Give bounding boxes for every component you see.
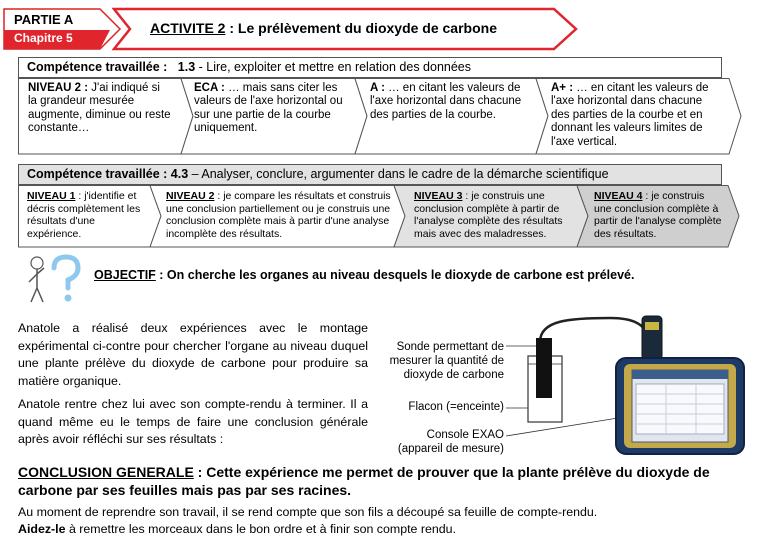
level-name: NIVEAU 2 <box>166 190 215 202</box>
level-text: : j'identifie et décris complètement les résultats d'une expérience. <box>27 190 141 240</box>
level-name: NIVEAU 2 : <box>28 82 89 94</box>
level-name: NIVEAU 3 <box>414 190 463 202</box>
probe-label: Sonde permettant de mesurer la quantité de dioxyde de carbone <box>389 341 504 381</box>
competence2-level-2 <box>160 188 400 242</box>
level-text: … en citant les valeurs de l'axe horizontal dans chacune des parties de la courbe et en donnant les valeurs limites de l'axe vertical. <box>551 82 709 148</box>
level-name: A+ : <box>551 82 574 94</box>
aide-rest: à remettre les morceaux dans le bon ordre et à finir son compte rendu. <box>65 522 457 536</box>
chapitre-label: Chapitre 5 <box>14 31 73 45</box>
conclusion <box>18 463 746 499</box>
page-title <box>150 20 497 36</box>
footer-line-2 <box>18 521 748 538</box>
footer-line-1: Au moment de reprendre son travail, il se rend compte que son fils a découpé sa feuille de compte-rendu. <box>18 505 598 519</box>
competence1-level-1 <box>20 80 180 138</box>
activity-label: ACTIVITE 2 <box>150 20 226 36</box>
competence2-label: Compétence travaillée : 4.3 <box>27 167 189 181</box>
level-name: ECA : <box>194 82 225 94</box>
level-text: … en citant les valeurs de l'axe horizontal dans chacune des parties de la courbe. <box>370 82 522 121</box>
competence1-level-4 <box>543 80 731 151</box>
exao-setup-illustration <box>500 280 750 460</box>
paragraph-1: Anatole a réalisé deux expériences avec le montage expérimental ci-contre pour chercher l'organe au niveau duquel une plante prélève du dioxyde de carbone pour produire sa matière organique. <box>18 321 368 388</box>
level-text: J'ai indiqué si la grandeur mesurée augmente, diminue ou reste constante… <box>28 82 171 135</box>
competence1-label: Compétence travaillée : <box>27 60 168 74</box>
thinking-figure-icon <box>26 254 88 308</box>
level-text: : je construis une conclusion complète à partir de l'analyse complète des résultats mais avec des maladresses. <box>414 190 563 240</box>
aide-bold: Aidez-le <box>18 522 66 536</box>
title-banner <box>112 7 578 51</box>
competence2-header <box>18 164 722 185</box>
paragraph-2: Anatole rentre chez lui avec son compte-rendu à terminer. Il a quand même eu le temps de faire une conclusion générale après avoir réfléchi sur ses résultats : <box>18 397 368 446</box>
conclusion-text: : Cette expérience me permet de prouver que la plante prélève du dioxyde de carbone par ses feuilles mais pas par ses racines. <box>18 464 710 498</box>
competence2-level-1 <box>21 188 157 242</box>
level-name: A : <box>370 82 385 94</box>
objective-text: : On cherche les organes au niveau desquels le dioxyde de carbone est prélevé. <box>155 268 635 282</box>
competence1-level-3 <box>362 80 534 124</box>
partie-tag <box>2 7 122 51</box>
console-label: Console EXAO (appareil de mesure) <box>397 429 504 455</box>
level-name: NIVEAU 1 <box>27 190 76 202</box>
level-text: : je compare les résultats et construis une conclusion partiellement ou je construis une conclusion complète mais à partir d'une analyse incomplète des résultats. <box>166 190 391 240</box>
competence1-level-2 <box>186 80 356 138</box>
competence2-level-3 <box>408 188 584 242</box>
level-text: : je construis une conclusion complète à partir de l'analyse complète des résultats. <box>594 190 722 240</box>
partie-label: PARTIE A <box>14 12 74 27</box>
activity-title: : Le prélèvement du dioxyde de carbone <box>225 20 497 36</box>
competence2-text: – Analyser, conclure, argumenter dans le cadre de la démarche scientifique <box>188 167 609 181</box>
competence2-level-4 <box>588 188 728 242</box>
competence1-header <box>18 57 722 78</box>
competence1-text: - Lire, exploiter et mettre en relation des données <box>195 60 472 74</box>
objective-label: OBJECTIF <box>94 268 156 282</box>
level-name: NIVEAU 4 <box>594 190 643 202</box>
competence1-code: 1.3 <box>177 60 196 74</box>
flask-label: Flacon (=enceinte) <box>408 401 504 413</box>
level-text: … mais sans citer les valeurs de l'axe horizontal ou sur une partie de la courbe uniquement. <box>194 82 343 135</box>
conclusion-label: CONCLUSION GENERALE <box>18 464 194 480</box>
